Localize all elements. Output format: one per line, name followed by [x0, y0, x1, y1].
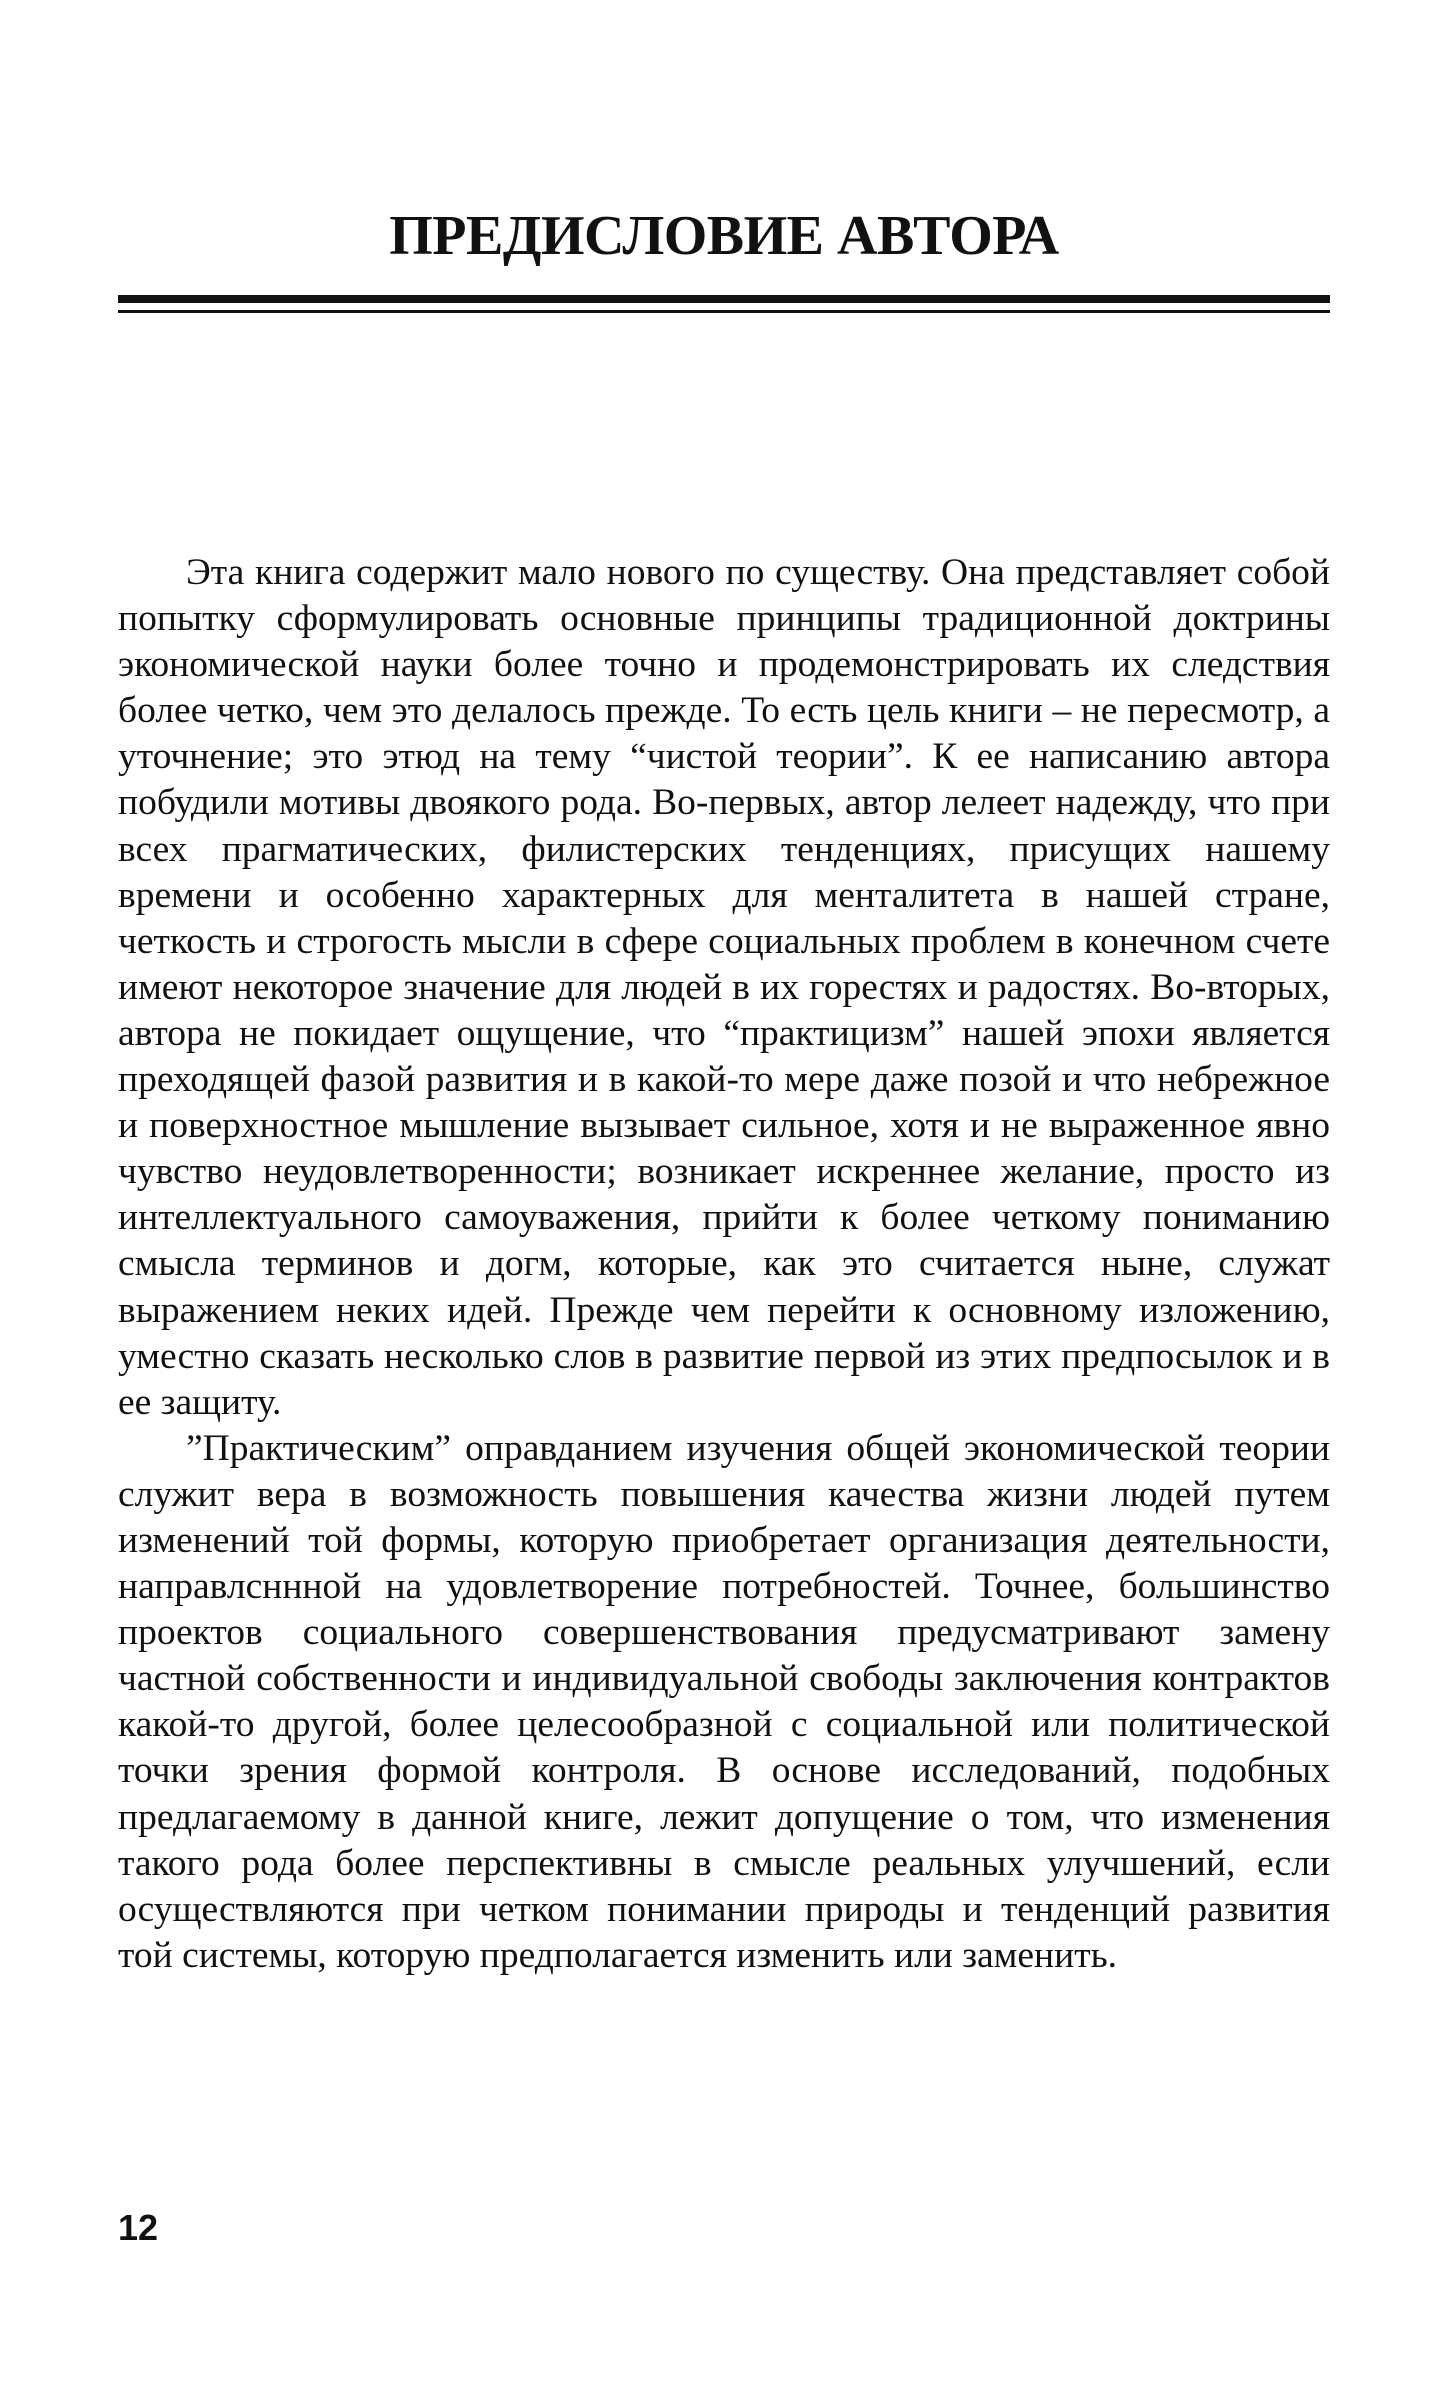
paragraph-1: Эта книга содержит мало нового по существу. Она представляет собой попытку сформулировать основные принципы традиционной доктрины экономической науки более точно и продемонстрировать их следствия более четко, чем это делалось прежде. То есть цель книги – не пересмотр, а уточнение; это этюд на тему “чистой теории”. К ее написанию автора побудили мотивы двоякого рода. Во-первых, автор лелеет надежду, что при всех прагматических, филистерских тенденциях, присущих нашему времени и особенно характерных для менталитета в нашей стране, четкость и строгость мысли в сфере социальных проблем в конечном счете имеют некоторое значение для людей в их горестях и радостях. Во-вторых, автора не покидает ощущение, что “практицизм” нашей эпохи является преходящей фазой развития и в какой-то мере даже позой и что небрежное и поверхностное мышление вызывает сильное, хотя и не выраженное явно чувство неудовлетворенности; возникает искреннее желание, просто из интеллектуального самоуважения, прийти к более четкому пониманию смысла терминов и догм, которые, как это считается ныне, служат выражением неких идей. Прежде чем перейти к основному изложению, уместно сказать несколько слов в развитие первой из этих предпосылок и в ее защиту.	[118, 552, 1330, 1423]
book-page	[118, 0, 1330, 2405]
page-title: ПРЕДИСЛОВИЕ АВТОРА	[389, 205, 1059, 267]
paragraph-2: ”Практическим” оправданием изучения общей экономической теории служит вера в возможность повышения качества жизни людей путем изменений той формы, которую приобретает организация деятельности, направлсннной на удовлетворение потребностей. Точнее, большинство проектов социального совершенствования предусматривают замену частной собственности и индивидуальной свободы заключения контрактов какой-то другой, более целесообразной с социальной или политической точки зрения формой контроля. В основе исследований, подобных предлагаемому в данной книге, лежит допущение о том, что изменения такого рода более перспективны в смысле реальных улучшений, если осуществляются при четком понимании природы и тенденций развития той системы, которую предполагается изменить или заменить.	[118, 1427, 1330, 1976]
page-number: 12	[118, 2207, 159, 2248]
title-rule-thick	[118, 295, 1330, 303]
body-text	[118, 550, 1330, 1979]
title-rule-thin	[118, 310, 1330, 313]
